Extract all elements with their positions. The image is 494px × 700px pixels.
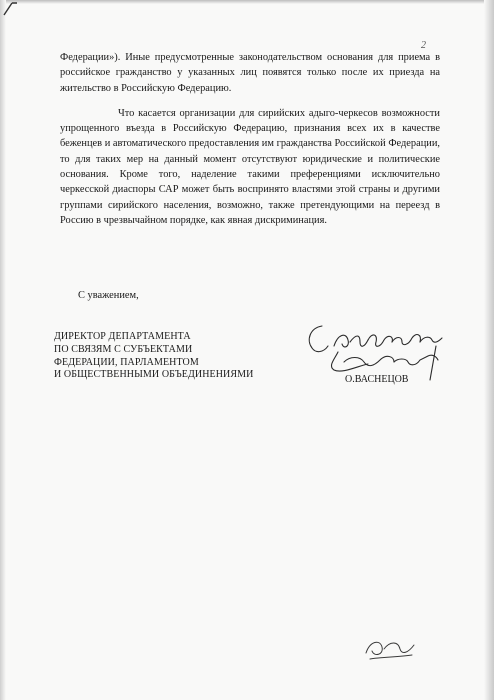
scan-edge-left (0, 0, 6, 700)
closing-salutation: С уважением, (78, 290, 139, 301)
scan-edge-right (484, 0, 494, 700)
body-paragraph-2: Что касается организации для сирийских адыго-черкесов возможности упрощенного въезда в Российскую Федерацию, признания всех их в качестве беженцев и автоматического предоставления им гражданства Российской Федерации, то для таких мер на данный момент отсутствуют юридические и политические основания. Кроме того, наделение такими преференциями исключительно черкесской диаспоры САР может быть воспринято властями этой страны и другими группами сирийского населения, возможно, также претендующими на переезд в Россию в чрезвычайном порядке, как явная дискриминация. (60, 107, 440, 226)
corner-mark-icon (2, 2, 18, 16)
body-paragraph-1: Федерации»). Иные предусмотренные законодательством основания для приема в российское гражданство у указанных лиц появятся только после их приезда на жительство в Российскую Федерацию. (60, 52, 440, 94)
page-number: 2 (421, 40, 426, 51)
signatory-title-line: ДИРЕКТОР ДЕПАРТАМЕНТА (54, 331, 191, 342)
signatory-title-line: И ОБЩЕСТВЕННЫМИ ОБЪЕДИНЕНИЯМИ (54, 369, 254, 381)
signatory-title-line: ФЕДЕРАЦИИ, ПАРЛАМЕНТОМ (54, 356, 199, 368)
scan-edge-top (0, 0, 494, 4)
letter-body (60, 50, 440, 228)
signatory-title (54, 331, 274, 382)
margin-initials (360, 633, 418, 663)
signatory-title-line: ПО СВЯЗЯМ С СУБЪЕКТАМИ (54, 343, 193, 355)
signatory-name: О.ВАСНЕЦОВ (345, 374, 409, 385)
